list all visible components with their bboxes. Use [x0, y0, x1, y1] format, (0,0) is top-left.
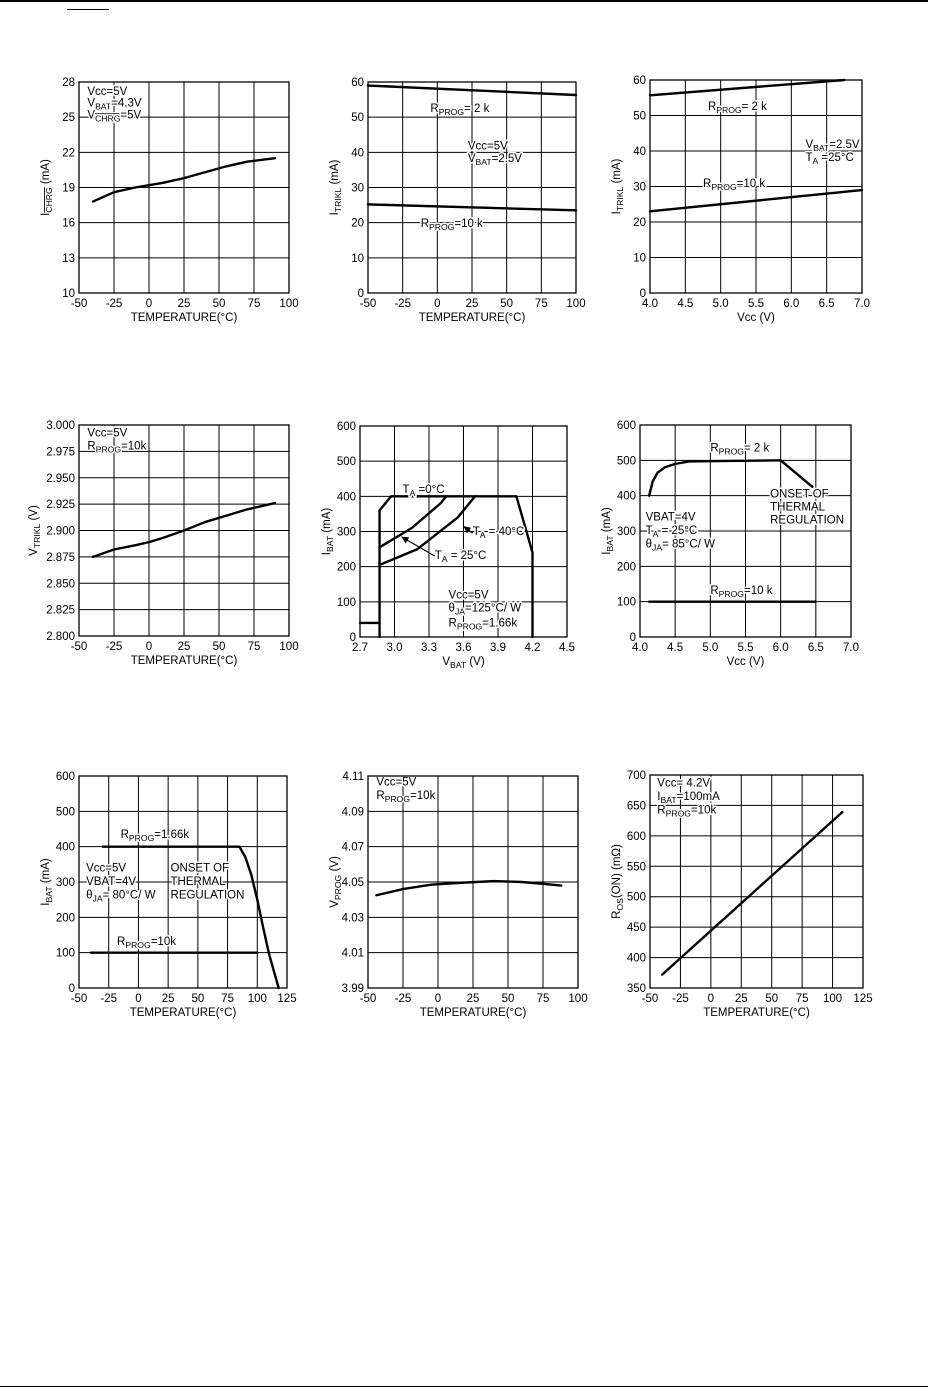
y-tick-label: 700	[626, 770, 646, 782]
series-line-1	[662, 812, 842, 974]
x-tick-label: 25	[465, 298, 479, 310]
x-axis-label: Vcc (V)	[737, 312, 775, 324]
y-tick-label: 600	[626, 830, 646, 843]
x-axis-label: TEMPERATURE(°C)	[130, 312, 238, 324]
chart-2	[329, 77, 586, 324]
series-line-2	[380, 496, 447, 547]
y-axis-label: $I_{BAT}$ (mA)	[40, 858, 54, 906]
y-tick-label: 300	[55, 877, 75, 889]
x-tick-label: 100	[822, 993, 843, 1005]
y-tick-label: 0	[639, 288, 646, 300]
x-tick-label: 0	[434, 298, 441, 310]
x-tick-label: 7.0	[854, 298, 870, 310]
y-tick-label: 22	[62, 147, 75, 160]
annotation-label: $R_{PROG}=10$ k	[703, 178, 766, 193]
y-tick-label: 400	[616, 490, 636, 503]
annotation-label: Vcc=5V	[467, 140, 508, 153]
annotation-label: $R_{PROG}=10k$	[87, 440, 147, 455]
y-tick-label: 600	[616, 420, 636, 432]
series-line-1	[650, 80, 844, 95]
y-tick-label: 200	[55, 912, 75, 925]
y-tick-label: 3.000	[46, 420, 75, 432]
x-axis-label: TEMPERATURE(°C)	[130, 655, 238, 667]
annotation-label: $V_{BAT}=4.3V$	[87, 97, 142, 112]
y-tick-label: 40	[351, 147, 364, 160]
y-tick-label: 600	[55, 771, 75, 783]
x-tick-label: 50	[212, 298, 226, 310]
x-tick-label: 0	[434, 993, 442, 1005]
y-tick-label: 4.05	[341, 877, 364, 889]
y-tick-label: 2.975	[46, 446, 75, 459]
annotation-label: VBAT=4V	[645, 511, 696, 524]
x-tick-label: 6.0	[783, 298, 800, 310]
y-tick-label: 10	[351, 252, 364, 265]
y-tick-label: 4.03	[341, 912, 364, 925]
x-tick-label: 0	[145, 641, 153, 653]
x-tick-label: 5.5	[737, 642, 754, 654]
y-tick-label: 300	[616, 526, 636, 538]
annotation-label: $\theta_{JA}= 85^\circ C/$ W	[645, 538, 715, 553]
annotation-label: Vcc=5V	[87, 427, 128, 440]
y-tick-label: 500	[55, 806, 75, 819]
x-tick-label: 5.0	[702, 642, 719, 654]
x-tick-label: 4.0	[632, 642, 648, 654]
y-tick-label: 30	[633, 181, 646, 194]
y-tick-label: 4.11	[342, 771, 364, 783]
x-tick-label: 100	[279, 641, 299, 653]
chart-7	[40, 771, 297, 1019]
y-axis-label: $R_{OS}(ON)$ (mΩ)	[611, 844, 625, 919]
y-axis-label: $I_{BAT}$ (mA)	[321, 507, 335, 556]
y-axis-label: $V_{TRIKL}$ (V)	[28, 505, 42, 556]
annotation-label: Vcc=5V	[86, 862, 127, 875]
x-tick-label: -50	[70, 993, 88, 1005]
annotation-label: $\theta_{JA}= 80^\circ C/$ W	[86, 889, 156, 904]
y-tick-label: 0	[357, 288, 364, 300]
annotation-label: $R_{PROG}=10$ k	[710, 584, 773, 599]
x-tick-label: 125	[277, 993, 297, 1005]
x-tick-label: -50	[359, 993, 377, 1005]
annotation-label: Vcc=5V	[376, 776, 417, 789]
y-tick-label: 40	[633, 146, 646, 158]
x-tick-label: 3.3	[421, 642, 437, 654]
chart-5	[321, 421, 575, 670]
y-tick-label: 2.825	[46, 604, 75, 617]
annotation-label: $V_{BAT}=2.5V$	[467, 153, 522, 168]
x-tick-label: -50	[641, 993, 659, 1005]
annotation-label: Vcc=5V	[448, 589, 489, 602]
x-tick-label: 4.5	[677, 298, 694, 310]
x-tick-label: 75	[534, 298, 548, 310]
annotation-label: $R_{PROG}=1.66k$	[120, 828, 190, 843]
arrow-head	[464, 526, 472, 533]
y-tick-label: 60	[351, 77, 364, 89]
annotation-label: Vcc= 4.2V	[657, 777, 711, 790]
x-tick-label: 75	[536, 993, 550, 1005]
y-tick-label: 50	[633, 110, 646, 123]
chart-8	[329, 771, 588, 1019]
x-tick-label: 5.0	[712, 298, 729, 310]
x-tick-label: 2.7	[352, 642, 368, 654]
x-tick-label: 75	[247, 298, 261, 310]
x-tick-label: 75	[221, 993, 234, 1005]
x-tick-label: 4.5	[667, 642, 684, 654]
y-tick-label: 100	[336, 596, 356, 609]
y-tick-label: 500	[616, 455, 636, 468]
annotation-label: ONSET OF	[770, 488, 829, 501]
annotation-label: ONSET OF	[170, 862, 230, 875]
y-tick-label: 500	[336, 456, 356, 469]
y-tick-label: 450	[626, 922, 646, 935]
y-tick-label: 0	[349, 632, 356, 644]
x-tick-label: -25	[672, 993, 689, 1005]
y-tick-label: 4.01	[341, 947, 364, 960]
x-tick-label: 50	[501, 993, 515, 1005]
y-tick-label: 400	[626, 952, 646, 965]
x-tick-label: -25	[100, 993, 118, 1005]
x-tick-label: 25	[466, 993, 480, 1005]
x-tick-label: 7.0	[843, 642, 859, 654]
x-tick-label: 100	[566, 298, 586, 310]
x-tick-label: -25	[105, 641, 123, 653]
y-tick-label: 550	[626, 861, 646, 874]
annotation-label: $R_{PROG}=10$ k	[420, 217, 483, 232]
y-tick-label: 0	[629, 632, 636, 644]
annotation-label: $R_{PROG}=10k$	[376, 789, 436, 804]
annotation-label: $T_A = 25^\circ C$	[645, 524, 698, 539]
x-tick-label: 25	[177, 641, 191, 653]
y-tick-label: 2.850	[46, 578, 75, 591]
annotation-label: $T_A =25^\circ C$	[805, 151, 854, 166]
x-tick-label: 100	[568, 993, 588, 1005]
y-tick-label: 10	[633, 252, 646, 265]
annotation-label: $T_A =0^\circ C$	[402, 483, 445, 498]
y-tick-label: 60	[633, 75, 646, 87]
y-axis-label: $I_{BAT}$ (mA)	[601, 507, 615, 555]
x-tick-label: 100	[247, 993, 267, 1005]
y-tick-label: 20	[351, 217, 364, 230]
chart-3	[611, 75, 870, 324]
y-tick-label: 100	[55, 947, 75, 960]
series-line-1	[376, 881, 561, 895]
y-tick-label: 20	[633, 217, 646, 229]
y-axis-label: $I_{TRIKL}$ (mA)	[611, 158, 625, 215]
annotation-label: $I_{BAT}=100mA$	[657, 790, 720, 805]
x-tick-label: 3.9	[490, 642, 506, 654]
y-tick-label: 10	[62, 288, 75, 300]
x-tick-label: -25	[394, 298, 411, 310]
y-tick-label: 28	[62, 77, 75, 89]
y-tick-label: 200	[336, 561, 356, 574]
y-tick-label: 13	[62, 252, 75, 265]
x-tick-label: 125	[853, 993, 873, 1005]
annotation-label: $V_{CHRG}=5V$	[87, 109, 142, 124]
x-tick-label: 25	[734, 993, 748, 1005]
x-tick-label: 0	[707, 993, 715, 1005]
annotation-label: $R_{PROG}= 2$ k	[430, 102, 490, 117]
x-axis-label: TEMPERATURE(°C)	[419, 1007, 527, 1019]
y-tick-label: 2.950	[46, 472, 75, 485]
x-tick-label: 50	[765, 993, 779, 1005]
x-tick-label: 4.0	[642, 298, 658, 310]
y-tick-label: 2.925	[46, 499, 75, 512]
chart-6	[601, 420, 859, 668]
y-tick-label: 25	[62, 112, 75, 125]
y-tick-label: 19	[62, 182, 75, 195]
x-tick-label: 0	[135, 993, 142, 1005]
chart-4	[28, 420, 299, 667]
annotation-label: REGULATION	[170, 889, 245, 902]
annotation-label: $R_{PROG}=10k$	[657, 804, 717, 819]
x-tick-label: 75	[795, 993, 809, 1005]
y-tick-label: 4.07	[341, 841, 364, 854]
x-tick-label: 50	[500, 298, 514, 310]
annotation-label: THERMAL	[170, 875, 226, 888]
x-axis-label: $V_{BAT}$ (V)	[442, 656, 485, 670]
chart-1	[40, 77, 299, 324]
x-tick-label: 4.5	[559, 642, 575, 654]
x-tick-label: 50	[212, 641, 226, 653]
y-tick-label: 300	[336, 526, 356, 539]
y-tick-label: 350	[626, 983, 646, 995]
y-axis-label: $V_{PROG}$ (V)	[329, 856, 343, 908]
annotation-label: $R_{PROG}=10k$	[117, 935, 176, 950]
annotation-label: REGULATION	[770, 514, 845, 527]
annotation-label: $R_{PROG}= 2$ k	[710, 442, 770, 457]
y-axis-label: $I_{CHRG}$ (mA)	[40, 159, 54, 216]
annotation-label: Vcc=5V	[87, 85, 128, 98]
y-tick-label: 2.800	[46, 631, 75, 643]
y-tick-label: 3.99	[341, 983, 364, 995]
x-tick-label: 25	[177, 298, 191, 310]
x-axis-label: TEMPERATURE(°C)	[703, 1007, 810, 1019]
x-tick-label: -25	[105, 298, 123, 310]
annotation-label: $\theta_{JA}=125^\circ C/$ W	[448, 602, 522, 617]
y-tick-label: 400	[336, 491, 356, 504]
annotation-label: THERMAL	[770, 501, 826, 514]
x-tick-label: 3.0	[386, 642, 403, 654]
x-tick-label: 6.0	[772, 642, 789, 654]
x-tick-label: 6.5	[807, 642, 824, 654]
y-tick-label: 100	[616, 596, 636, 609]
x-axis-label: Vcc (V)	[726, 656, 765, 668]
y-axis-label: $I_{TRIKL}$ (mA)	[329, 159, 343, 216]
y-tick-label: 2.875	[46, 551, 75, 564]
x-tick-label: 25	[161, 993, 175, 1005]
y-tick-label: 400	[55, 841, 75, 854]
x-tick-label: 4.2	[524, 642, 541, 654]
x-tick-label: 75	[247, 641, 261, 653]
y-tick-label: 2.900	[46, 525, 75, 538]
y-tick-label: 16	[62, 217, 75, 230]
x-axis-label: TEMPERATURE(°C)	[418, 312, 526, 324]
y-tick-label: 0	[68, 983, 75, 995]
chart-9	[611, 770, 873, 1019]
x-tick-label: 0	[145, 298, 153, 310]
y-tick-label: 30	[351, 182, 364, 195]
y-tick-label: 4.09	[341, 806, 364, 819]
x-tick-label: -50	[70, 641, 88, 653]
y-tick-label: 200	[616, 561, 636, 574]
y-tick-label: 650	[626, 800, 646, 813]
x-tick-label: -50	[70, 298, 88, 310]
annotation-label: $R_{PROG}= 2$ k	[707, 101, 767, 116]
annotation-label: VBAT=4V	[86, 875, 137, 888]
x-tick-label: 100	[279, 298, 299, 310]
x-tick-label: -25	[394, 993, 412, 1005]
x-axis-label: TEMPERATURE(°C)	[129, 1007, 237, 1019]
x-tick-label: 6.5	[818, 298, 835, 310]
annotation-label: $R_{PROG}=1.66k$	[448, 617, 518, 632]
y-tick-label: 600	[336, 421, 356, 433]
x-tick-label: -50	[359, 298, 377, 310]
y-tick-label: 500	[626, 891, 646, 904]
annotation-label: $T_A = 40^\circ C$	[472, 526, 525, 541]
annotation-label: $V_{BAT}=2.5V$	[805, 139, 860, 154]
annotation-label: $T_A = 25^\circ C$	[434, 549, 487, 564]
y-tick-label: 50	[351, 112, 364, 125]
x-tick-label: 50	[191, 993, 205, 1005]
x-tick-label: 5.5	[748, 298, 764, 310]
x-tick-label: 3.6	[455, 642, 472, 654]
